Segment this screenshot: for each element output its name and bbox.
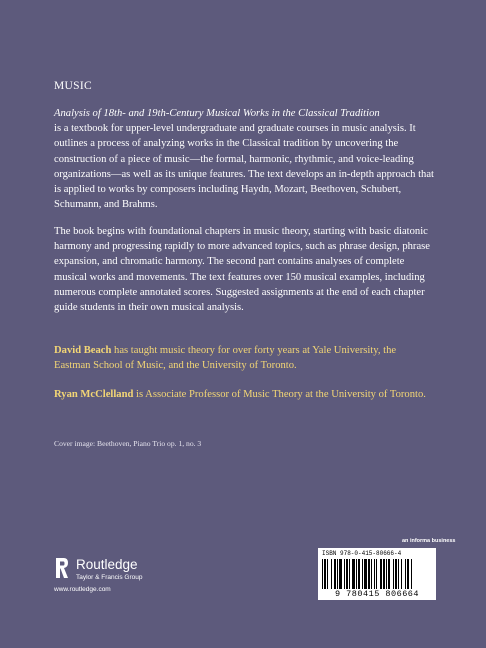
category-label: MUSIC <box>54 80 92 92</box>
author-name: Ryan McClelland <box>54 389 134 400</box>
barcode-digits: 9 780415 806664 <box>334 589 419 599</box>
publisher-group: Taylor & Francis Group <box>76 574 143 581</box>
publisher-name: Routledge <box>76 557 138 572</box>
author-bio-text: is Associate Professor of Music Theory at the University of Toronto. <box>133 389 426 400</box>
barcode <box>318 548 436 600</box>
isbn-label: ISBN 978-0-415-80666-4 <box>322 550 402 557</box>
author-bio-2 <box>54 387 434 402</box>
author-name: David Beach <box>54 345 112 356</box>
author-bio-text: has taught music theory for over forty years at Yale University, the Eastman School of Music, and the University of Toronto. <box>54 345 397 372</box>
business-tag: an informa business <box>402 538 456 544</box>
cover-image-credit: Cover image: Beethoven, Piano Trio op. 1, no. 3 <box>54 439 202 448</box>
description-text-1: is a textbook for upper-level undergraduate and graduate courses in music analysis. It outlines a process of analyzing works in the Classical tradition by uncovering the construction of a piece of music—the formal, harmonic, rhythmic, and voice-leading organizations—as well as its unique features. The text develops an in-depth approach that is applied to works by composers including Haydn, Mozart, Beethoven, Schubert, Schumann, and Brahms. <box>54 123 434 211</box>
description-paragraph-1 <box>54 106 434 212</box>
book-title: Analysis of 18th- and 19th-Century Musical Works in the Classical Tradition <box>54 108 380 119</box>
routledge-logo-icon <box>54 556 70 580</box>
description-paragraph-2: The book begins with foundational chapters in music theory, starting with basic diatonic harmony and progressing rapidly to more advanced topics, such as phrase design, phrase expansion, and chromatic harmony. The second part contains analyses of complete musical works and movements. The text features over 150 musical examples, including numerous complete annotated scores. Suggested assignments at the end of each chapter guide students in their own musical analysis. <box>54 226 430 314</box>
author-bio-1 <box>54 343 434 373</box>
barcode-bars <box>322 559 432 589</box>
publisher-website: www.routledge.com <box>54 586 111 593</box>
